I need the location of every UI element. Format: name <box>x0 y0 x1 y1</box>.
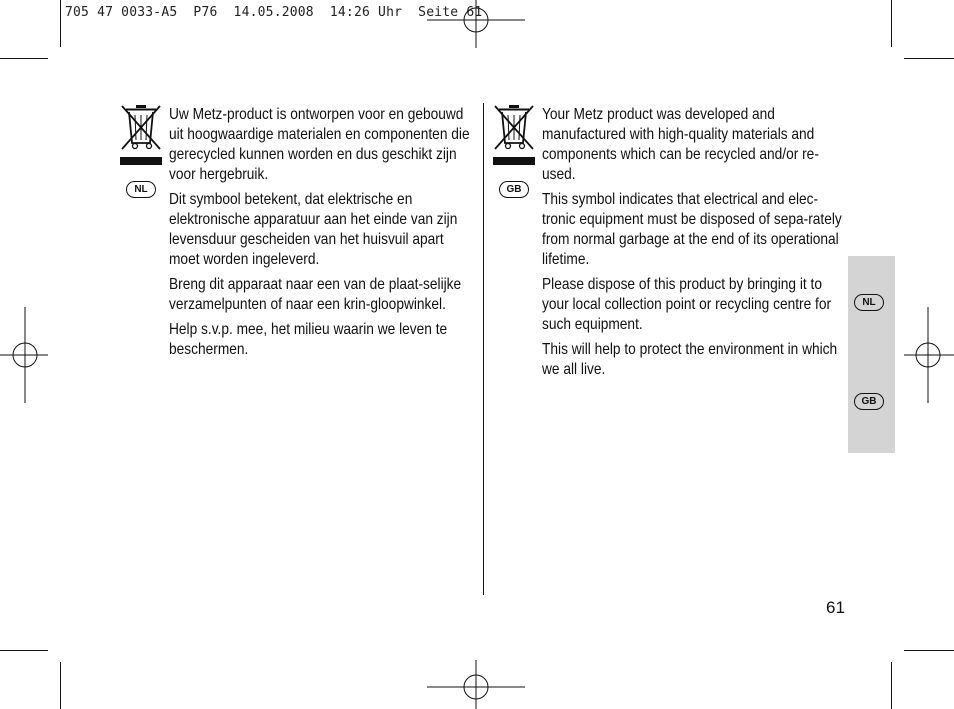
language-badge-gb: GB <box>499 181 529 198</box>
column-divider <box>483 103 484 595</box>
registration-mark-icon <box>904 307 954 403</box>
registration-mark-icon <box>0 307 48 403</box>
print-slug: 705 47 0033-A5 P76 14.05.2008 14:26 Uhr Seite 61 <box>65 5 483 20</box>
nl-text-column <box>169 105 473 365</box>
side-tab-badge-nl: NL <box>854 294 884 311</box>
language-badge-nl: NL <box>126 181 156 198</box>
crop-mark <box>60 0 61 47</box>
language-side-tab <box>848 256 895 453</box>
gb-text-column <box>542 105 846 385</box>
paragraph: This will help to protect the environment in which we all live. <box>542 341 838 378</box>
paragraph: Your Metz product was developed and manufactured with high-quality materials and components which can be recycled and/or re-used. <box>542 106 819 183</box>
crop-mark <box>904 58 954 59</box>
page-number: 61 <box>826 598 845 617</box>
crop-mark <box>0 650 48 651</box>
weee-crossed-bin-icon <box>119 103 163 165</box>
weee-crossed-bin-icon <box>492 103 536 165</box>
crop-mark <box>60 662 61 709</box>
paragraph: Uw Metz-product is ontworpen voor en gebouwd uit hoogwaardige materialen en componenten die gerecycled kunnen worden en dus geschikt zijn voor hergebruik. <box>169 106 470 183</box>
registration-mark-icon <box>427 660 525 709</box>
paragraph: Breng dit apparaat naar een van de plaat-selijke verzamelpunten of naar een krin-gloopwinkel. <box>169 276 462 313</box>
crop-mark <box>891 0 892 47</box>
side-tab-badge-gb: GB <box>854 393 884 410</box>
paragraph: Help s.v.p. mee, het milieu waarin we leven te beschermen. <box>169 321 448 358</box>
crop-mark <box>891 662 892 709</box>
crop-mark <box>0 58 48 59</box>
paragraph: Dit symbool betekent, dat elektrische en elektronische apparatuur aan het einde van zijn levensduur gescheiden van het huisvuil apart moet worden ingeleverd. <box>169 191 458 268</box>
paragraph: Please dispose of this product by bringing it to your local collection point or recycling centre for such equipment. <box>542 276 832 333</box>
registration-mark-icon <box>427 0 525 48</box>
crop-mark <box>904 650 954 651</box>
paragraph: This symbol indicates that electrical and elec-tronic equipment must be disposed of sepa-rately from normal garbage at the end of its operational lifetime. <box>542 191 842 268</box>
